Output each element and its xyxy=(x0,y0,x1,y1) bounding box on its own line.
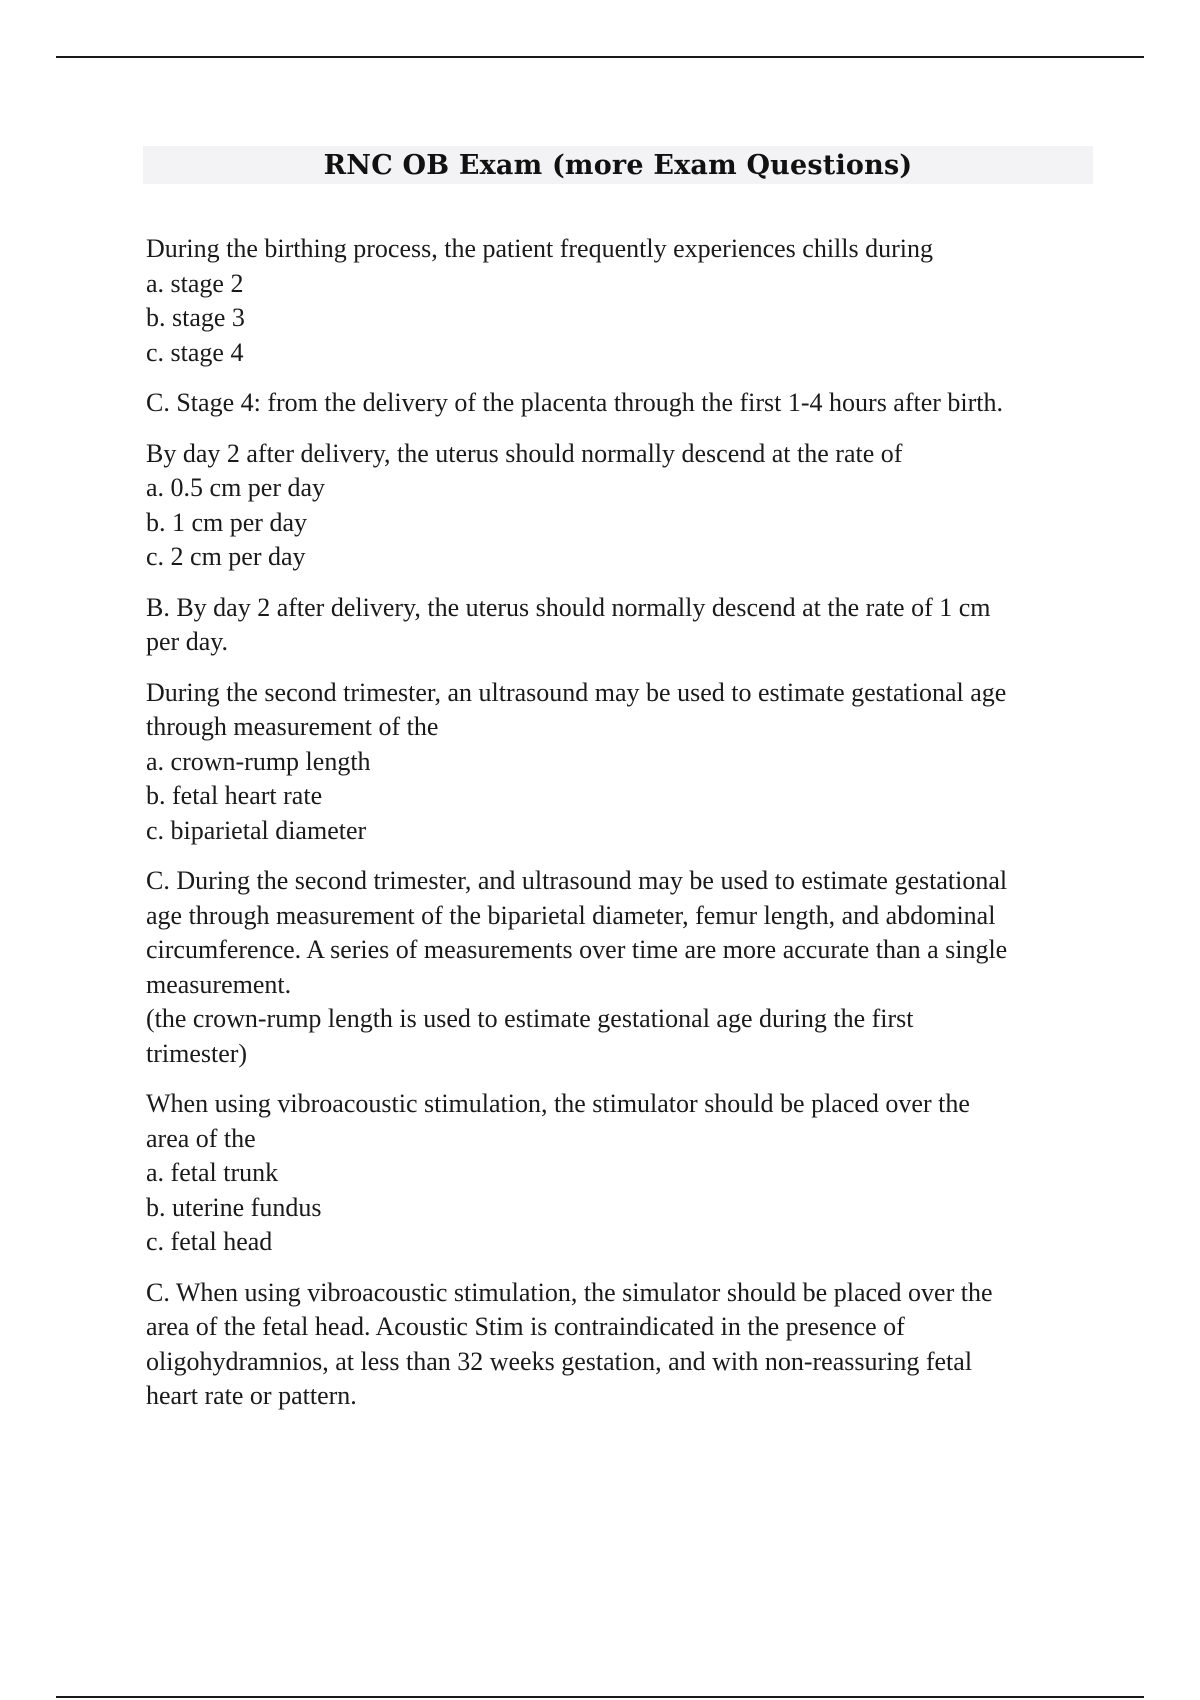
question-text: During the second trimester, an ultrasound may be used to estimate gestational age xyxy=(146,677,1007,707)
answer-option: b. stage 3 xyxy=(146,303,245,332)
answer-option: b. uterine fundus xyxy=(146,1192,322,1222)
question-text: During the birthing process, the patient frequently experiences chills during xyxy=(146,234,933,263)
answer-explanation-line: C. When using vibroacoustic stimulation, the simulator should be placed over the xyxy=(146,1277,993,1307)
answer-block xyxy=(146,386,1091,421)
question-block xyxy=(146,1087,1091,1260)
answer-explanation-line: area of the fetal head. Acoustic Stim is contraindicated in the presence of xyxy=(146,1312,905,1341)
answer-option: c. stage 4 xyxy=(146,337,244,367)
answer-explanation-line: measurement. xyxy=(146,969,292,999)
answer-option: a. fetal trunk xyxy=(146,1158,279,1187)
question-text: By day 2 after delivery, the uterus should normally descend at the rate of xyxy=(146,438,903,468)
question-line: area of the xyxy=(146,1123,256,1153)
answer-block xyxy=(146,864,1091,1071)
title-band xyxy=(143,146,1093,184)
answer-explanation-line: C. Stage 4: from the delivery of the placenta through the first 1-4 hours after birth. xyxy=(146,388,1004,417)
question-line: through measurement of the xyxy=(146,712,439,741)
answer-explanation-line: circumference. A series of measurements over time are more accurate than a single xyxy=(146,935,1008,964)
answer-explanation-line: oligohydramnios, at less than 32 weeks gestation, and with non-reassuring fetal xyxy=(146,1346,973,1376)
answer-explanation-line: C. During the second trimester, and ultrasound may be used to estimate gestational xyxy=(146,866,1008,895)
answer-option: a. 0.5 cm per day xyxy=(146,473,326,502)
answer-explanation-line: heart rate or pattern. xyxy=(146,1381,357,1410)
answer-block xyxy=(146,1276,1091,1414)
bottom-rule xyxy=(56,1696,1144,1698)
answer-explanation-line: (the crown-rump length is used to estimate gestational age during the first xyxy=(146,1004,914,1033)
question-block xyxy=(146,676,1091,849)
answer-option: c. fetal head xyxy=(146,1227,273,1256)
answer-block xyxy=(146,591,1091,660)
answer-option: a. stage 2 xyxy=(146,268,244,298)
answer-explanation-line: age through measurement of the biparietal diameter, femur length, and abdominal xyxy=(146,900,996,930)
question-text: When using vibroacoustic stimulation, the stimulator should be placed over the xyxy=(146,1089,970,1118)
answer-explanation-line: trimester) xyxy=(146,1038,248,1068)
answer-option: b. 1 cm per day xyxy=(146,507,308,537)
answer-option: a. crown-rump length xyxy=(146,746,371,776)
question-block xyxy=(146,437,1091,575)
document-body xyxy=(146,232,1091,1430)
answer-option: c. 2 cm per day xyxy=(146,542,306,571)
page-title: RNC OB Exam (more Exam Questions) xyxy=(323,149,913,181)
answer-option: c. biparietal diameter xyxy=(146,815,367,845)
top-rule xyxy=(56,56,1144,58)
answer-option: b. fetal heart rate xyxy=(146,781,323,810)
answer-explanation-line: per day. xyxy=(146,627,229,656)
question-block xyxy=(146,232,1091,370)
answer-explanation-line: B. By day 2 after delivery, the uterus should normally descend at the rate of 1 cm xyxy=(146,592,991,622)
